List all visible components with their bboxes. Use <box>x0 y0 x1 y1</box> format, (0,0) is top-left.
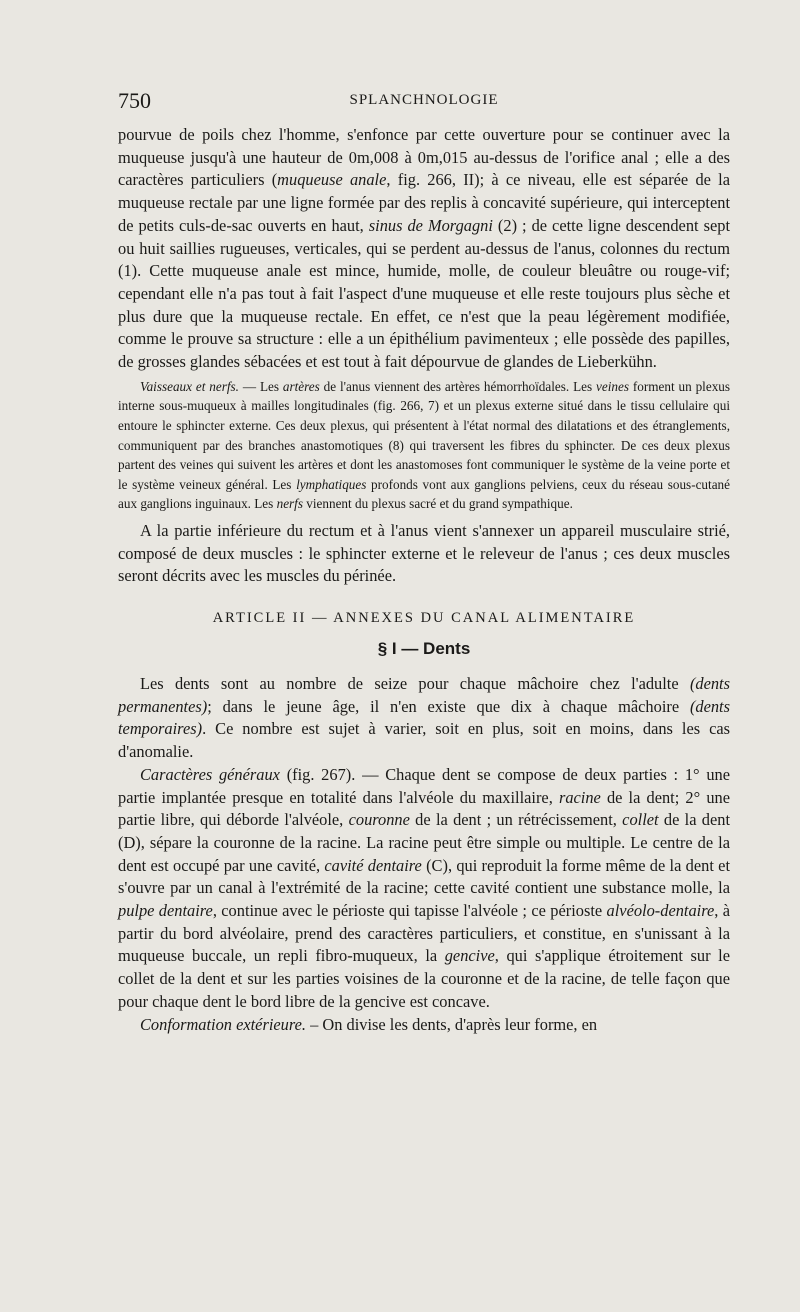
article-title: ARTICLE II — ANNEXES DU CANAL ALIMENTAIRE <box>212 610 636 626</box>
paragraph-vessels-nerves: Vaisseaux et nerfs. — Les artères de l'anus viennent des artères hémorrhoïdales. Les veines forment un plexus interne sous-muqueux à mailles longitudinales (fig. 266, 7) et un plexus externe situé dans le tissu cellulaire qui entoure le sphincter externe. Ces deux plexus, qui présentent à l'état normal des dilatations et des étranglements, communiquent par des branches anastomotiques (8) qui traversent les fibres du sphincter. De ces deux plexus partent des veines qui suivent les artères et dont les anastomoses font communiquer le système de la veine porte et le système veineux général. Les lymphatiques profonds vont aux ganglions pelviens, ceux du réseau sous-cutané aux ganglions inguinaux. Les nerfs viennent du plexus sacré et du grand sympathique. <box>118 378 731 512</box>
page-header <box>118 88 730 112</box>
page-number: 750 <box>118 88 151 113</box>
running-head: SPLANCHNOLOGIE <box>349 92 499 108</box>
paragraph-external-conformation: Conformation extérieure. – On divise les dents, d'après leur forme, en <box>140 1014 598 1034</box>
paragraph-teeth-count: Les dents sont au nombre de seize pour chaque mâchoire chez l'adulte (dents permanentes); dans le jeune âge, il n'en existe que dix à chaque mâchoire (dents temporaires). Ce nombre est sujet à varier, soit en plus, soit en moins, dans les cas d'anomalie. <box>118 674 730 762</box>
paragraph-anal-mucosa: pourvue de poils chez l'homme, s'enfonce par cette ouverture pour se continuer avec la muqueuse jusqu'à une hauteur de 0m,008 à 0m,015 au-dessus de l'orifice anal ; elle a des caractères particuliers (muqueuse anale, fig. 266, II); à ce niveau, elle est séparée de la muqueuse rectale par une ligne formée par des replis à concavité supérieure, qui interceptent de petits culs-de-sac ouverts en haut, sinus de Morgagni (2) ; de cette ligne descendent sept ou huit saillies rugueuses, verticales, qui se perdent au-dessus de l'anus, colonnes du rectum (1). Cette muqueuse anale est mince, humide, molle, de couleur bleuâtre ou rouge-vif; cependant elle n'a pas tout à fait l'aspect d'une muqueuse et elle reste toujours plus sèche et plus dure que la muqueuse rectale. En effet, ce n'est que la peau légèrement modifiée, comme le prouve sa structure : elle a un épithélium pavimenteux ; elle possède des papilles, de grosses glandes sébacées et est tout à fait dépourvue de glandes de Lieberkühn. <box>118 125 730 372</box>
paragraph-muscles: A la partie inférieure du rectum et à l'anus vient s'annexer un appareil musculaire strié, composé de deux muscles : le sphincter externe et le releveur de l'anus ; ces deux muscles seront décrits avec les muscles du périnée. <box>118 520 730 586</box>
section-title: § I — Dents <box>377 639 471 658</box>
page-body <box>118 124 730 1036</box>
paragraph-general-characters: Caractères généraux (fig. 267). — Chaque dent se compose de deux parties : 1° une partie implantée presque en totalité dans l'alvéole du maxillaire, racine de la dent; 2° une partie libre, qui déborde l'alvéole, couronne de la dent ; un rétrécissement, collet de la dent (D), sépare la couronne de la racine. La racine peut être simple ou multiple. Le centre de la dent est occupé par une cavité, cavité dentaire (C), qui reproduit la forme même de la dent et s'ouvre par un canal à l'extrémité de la racine; cette cavité contient une substance molle, la pulpe dentaire, continue avec le périoste qui tapisse l'alvéole ; ce périoste alvéolo-dentaire, à partir du bord alvéolaire, prend des caractères particuliers, et constitue, en s'unissant à la muqueuse buccale, un repli fibro-muqueux, la gencive, qui s'applique étroitement sur le collet de la dent et sur les parties voisines de la couronne et de la racine, de telle façon que pour chaque dent le bord libre de la gencive est concave. <box>118 764 731 1011</box>
